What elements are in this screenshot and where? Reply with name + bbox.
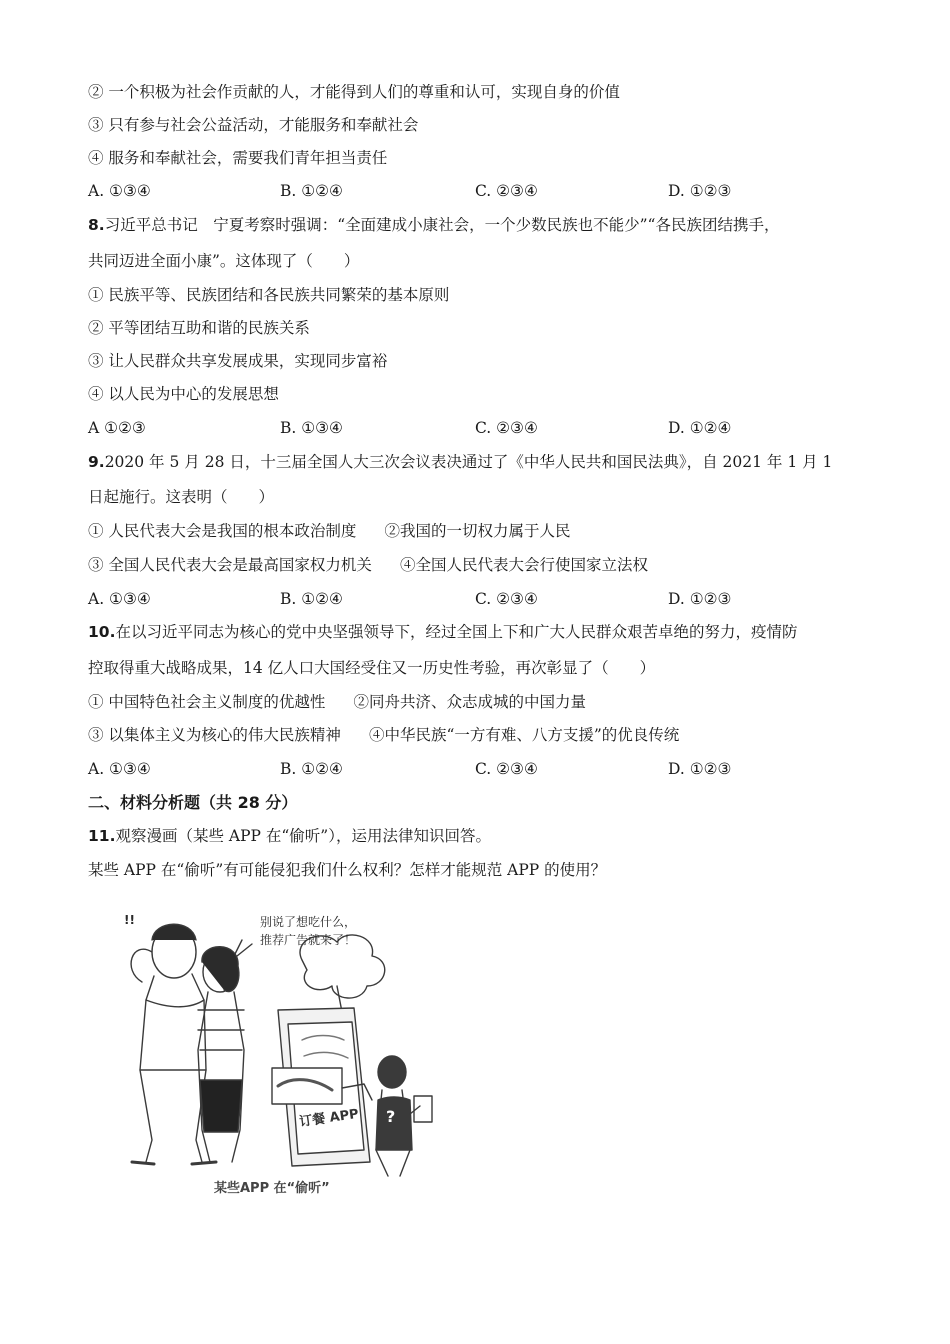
- q7-item-3: ③ 只有参与社会公益活动，才能服务和奉献社会: [88, 116, 419, 134]
- q9-option-d[interactable]: D. ①②③: [668, 590, 732, 608]
- q9-item-4: ④全国人民代表大会行使国家立法权: [399, 556, 648, 574]
- q9-option-a[interactable]: A. ①③④: [88, 590, 151, 608]
- cartoon-app-eavesdropping: [92, 900, 452, 1200]
- q8-item-1: ① 民族平等、民族团结和各民族共同繁荣的基本原则: [88, 286, 450, 304]
- q8-item-4: ④ 以人民为中心的发展思想: [88, 385, 279, 403]
- q11-stem-line-2: 某些 APP 在“偷听”有可能侵犯我们什么权利？怎样才能规范 APP 的使用？: [88, 861, 607, 879]
- section-2-heading: 二、材料分析题（共 28 分）: [88, 793, 298, 812]
- q7-item-2: ② 一个积极为社会作贡献的人，才能得到人们的尊重和认可，实现自身的价值: [88, 83, 620, 101]
- q9-items-3-4: [88, 555, 648, 575]
- q7-option-b[interactable]: B. ①②④: [280, 182, 343, 200]
- q10-options: [88, 759, 848, 779]
- q9-options: [88, 589, 848, 609]
- q8-option-d[interactable]: D. ①②④: [668, 419, 732, 437]
- q7-options: [88, 181, 848, 201]
- q9-option-b[interactable]: B. ①②④: [280, 590, 343, 608]
- q10-option-a[interactable]: A. ①③④: [88, 760, 151, 778]
- q9-item-3: ③ 全国人民代表大会是最高国家权力机关: [88, 556, 372, 574]
- q10-option-d[interactable]: D. ①②③: [668, 760, 732, 778]
- q9-item-1: ① 人民代表大会是我国的根本政治制度: [88, 522, 357, 540]
- q9-item-2: ②我国的一切权力属于人民: [384, 522, 571, 540]
- exclamation-mark: !!: [124, 913, 135, 927]
- q10-option-c[interactable]: C. ②③④: [475, 760, 538, 778]
- q8-stem-line-1: [88, 215, 779, 235]
- q9-stem-line-1: [88, 452, 832, 472]
- q8-item-3: ③ 让人民群众共享发展成果，实现同步富裕: [88, 352, 388, 370]
- q7-option-c[interactable]: C. ②③④: [475, 182, 538, 200]
- q8-stem-line-2: 共同迈进全面小康”。这体现了（ ）: [88, 252, 360, 270]
- q8-option-c[interactable]: C. ②③④: [475, 419, 538, 437]
- q8-item-2: ② 平等团结互助和谐的民族关系: [88, 319, 310, 337]
- bubble-text-line-1: 别说了想吃什么，: [260, 915, 357, 929]
- q8-option-a[interactable]: A ①②③: [88, 419, 146, 437]
- q10-stem-line-1: [88, 622, 797, 642]
- cartoon-illustration: [92, 900, 452, 1200]
- q8-number: 8.: [88, 216, 105, 234]
- cartoon-caption: 某些APP 在“偷听”: [214, 1181, 330, 1196]
- q9-stem-text-1: 2020 年 5 月 28 日，十三届全国人大三次会议表决通过了《中华人民共和国民法典》，自 2021 年 1 月 1: [104, 453, 833, 471]
- q8-options: [88, 418, 848, 438]
- q7-option-d[interactable]: D. ①②③: [668, 182, 732, 200]
- q11-stem-text-1: 观察漫画（某些 APP 在“偷听”），运用法律知识回答。: [115, 827, 491, 845]
- q11-number: 11.: [88, 827, 116, 845]
- q7-option-a[interactable]: A. ①③④: [88, 182, 151, 200]
- q10-stem-text-1: 在以习近平同志为核心的党中央坚强领导下，经过全国上下和广大人民群众艰苦卓绝的努力，疫情防: [115, 623, 798, 641]
- q10-item-3: ③ 以集体主义为核心的伟大民族精神: [88, 726, 341, 744]
- q7-item-4: ④ 服务和奉献社会，需要我们青年担当责任: [88, 149, 388, 167]
- q8-stem-text-1: 习近平总书记 宁夏考察时强调：“全面建成小康社会，一个少数民族也不能少”“各民族团结携手，: [104, 216, 780, 234]
- q10-item-4: ④中华民族“一方有难、八方支援”的优良传统: [368, 726, 680, 744]
- bubble-text-line-2: 推荐广告就来了！: [260, 933, 357, 947]
- q10-item-1: ① 中国特色社会主义制度的优越性: [88, 693, 326, 711]
- question-mark-text: ?: [386, 1107, 396, 1126]
- q10-items-1-2: [88, 692, 586, 712]
- q9-number: 9.: [88, 453, 105, 471]
- q9-stem-line-2: 日起施行。这表明（ ）: [88, 488, 275, 506]
- q10-number: 10.: [88, 623, 116, 641]
- q11-stem-line-1: [88, 826, 491, 846]
- q9-items-1-2: [88, 521, 570, 541]
- q10-stem-line-2: 控取得重大战略成果，14 亿人口大国经受住又一历史性考验，再次彰显了（ ）: [88, 659, 656, 677]
- q10-option-b[interactable]: B. ①②④: [280, 760, 343, 778]
- q8-option-b[interactable]: B. ①③④: [280, 419, 343, 437]
- q9-option-c[interactable]: C. ②③④: [475, 590, 538, 608]
- q10-items-3-4: [88, 725, 679, 745]
- q10-item-2: ②同舟共济、众志成城的中国力量: [353, 693, 586, 711]
- phone-app-label: 订餐 APP: [298, 1106, 360, 1130]
